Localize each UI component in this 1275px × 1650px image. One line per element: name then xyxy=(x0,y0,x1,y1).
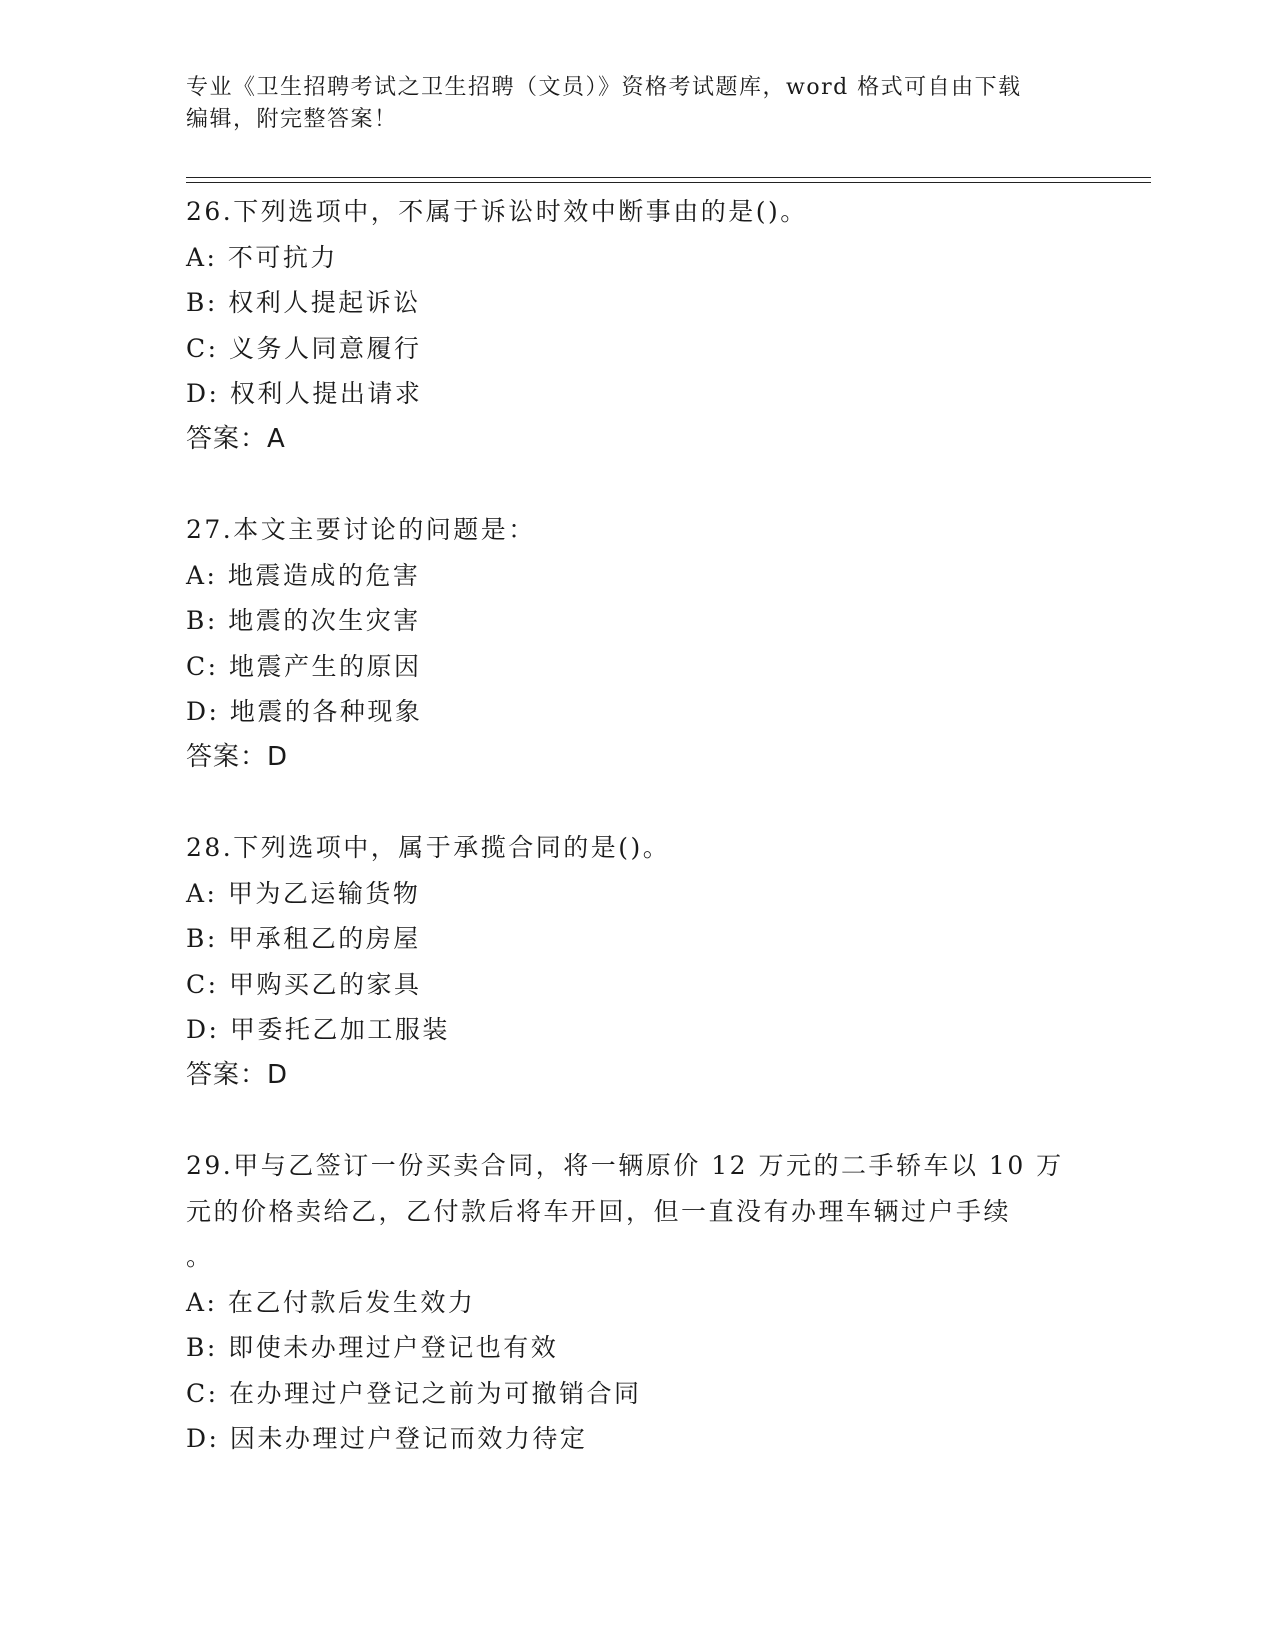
document-header xyxy=(186,72,1066,136)
answer-label: 答案：A xyxy=(186,423,286,454)
option-b: B: 地震的次生灾害 xyxy=(186,606,421,635)
option-a: A: 地震造成的危害 xyxy=(186,560,421,590)
question-27 xyxy=(186,507,1086,780)
question-stem: 28.下列选项中，属于承揽合同的是()。 xyxy=(186,833,671,862)
option-d: D: 甲委托乙加工服装 xyxy=(186,1015,450,1044)
option-d: D: 因未办理过户登记而效力待定 xyxy=(186,1424,588,1453)
answer-label: 答案：D xyxy=(186,741,289,772)
option-b: B: 甲承租乙的房屋 xyxy=(186,924,421,953)
question-stem-line-1: 29.甲与乙签订一份买卖合同，将一辆原价 12 万元的二手轿车以 10 万 xyxy=(186,1151,1064,1180)
option-a: A: 在乙付款后发生效力 xyxy=(186,1287,476,1317)
question-28 xyxy=(186,825,1086,1098)
header-line-2: 编辑，附完整答案！ xyxy=(186,107,398,132)
question-26 xyxy=(186,189,1086,462)
answer-label: 答案：D xyxy=(186,1059,289,1090)
header-line-1: 专业《卫生招聘考试之卫生招聘（文员）》资格考试题库，word 格式可自由下载 xyxy=(186,75,1022,100)
option-c: C: 在办理过户登记之前为可撤销合同 xyxy=(186,1378,642,1408)
header-divider-bottom xyxy=(186,182,1151,183)
question-stem: 26.下列选项中，不属于诉讼时效中断事由的是()。 xyxy=(186,197,808,226)
question-stem: 27.本文主要讨论的问题是： xyxy=(186,515,536,544)
option-c: C: 义务人同意履行 xyxy=(186,333,422,363)
header-divider-top xyxy=(186,177,1151,178)
option-a: A: 甲为乙运输货物 xyxy=(186,878,421,908)
option-b: B: 权利人提起诉讼 xyxy=(186,288,421,317)
option-c: C: 甲购买乙的家具 xyxy=(186,969,422,999)
question-29 xyxy=(186,1143,1086,1462)
option-d: D: 地震的各种现象 xyxy=(186,697,423,726)
option-a: A: 不可抗力 xyxy=(186,242,338,272)
option-b: B: 即使未办理过户登记也有效 xyxy=(186,1333,559,1362)
question-stem-line-3: 。 xyxy=(186,1242,214,1271)
option-d: D: 权利人提出请求 xyxy=(186,379,423,408)
question-stem-line-2: 元的价格卖给乙，乙付款后将车开回，但一直没有办理车辆过户手续 xyxy=(186,1196,1012,1226)
option-c: C: 地震产生的原因 xyxy=(186,651,422,681)
